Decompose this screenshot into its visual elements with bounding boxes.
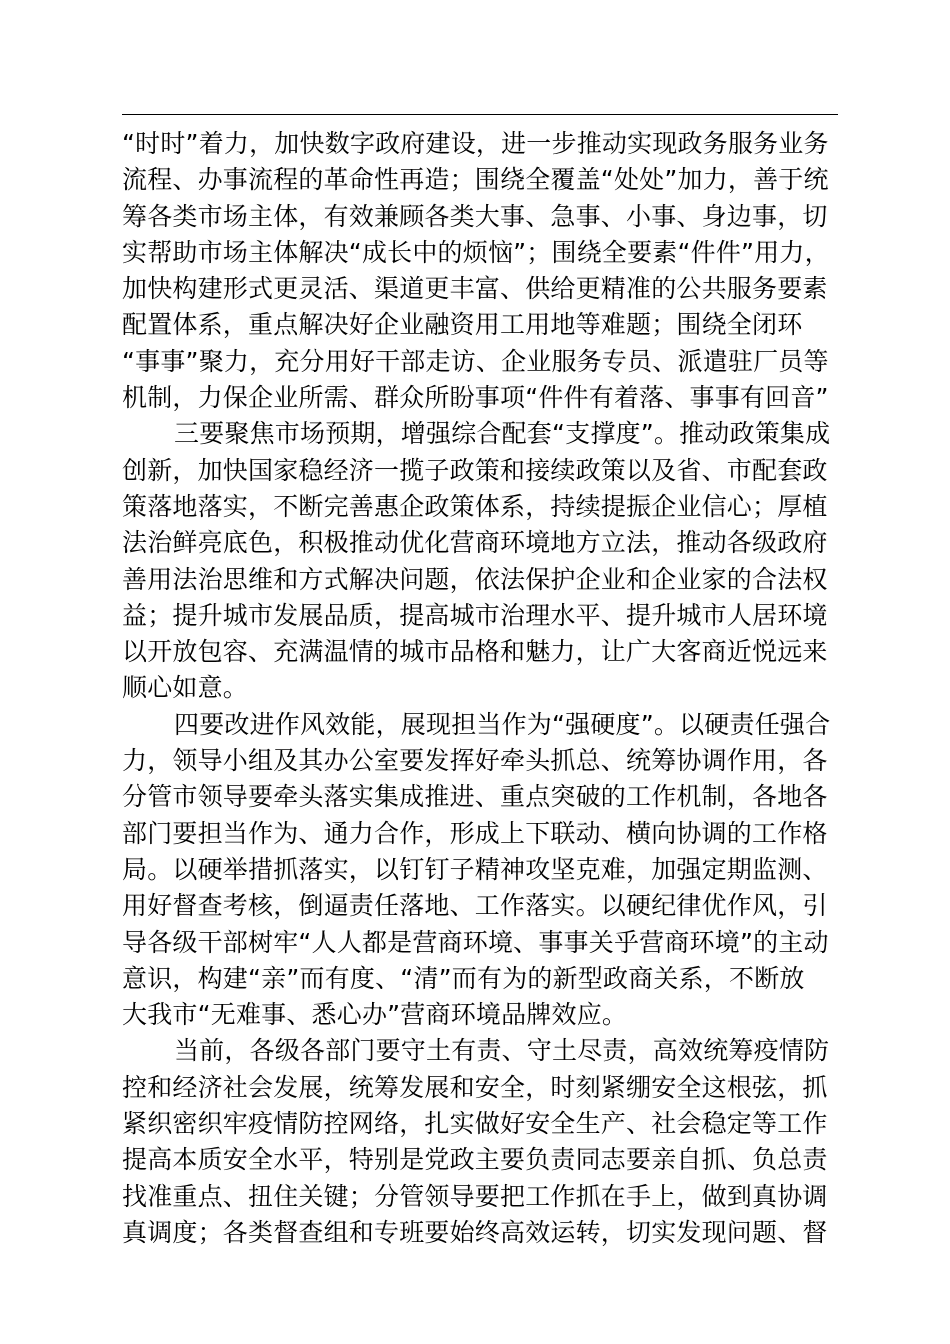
paragraph-start-line: 三要聚焦市场预期，增强综合配套“支撑度”。推动政策集成 xyxy=(174,419,831,449)
text-line: 顺心如意。 xyxy=(122,673,249,703)
text-line: “时时”着力，加快数字政府建设，进一步推动实现政务服务业务 xyxy=(122,129,829,158)
text-line: 加快构建形式更灵活、渠道更丰富、供给更精准的公共服务要素 xyxy=(122,274,828,304)
body-text xyxy=(122,126,838,1251)
text-line: 筹各类市场主体，有效兼顾各类大事、急事、小事、身边事，切 xyxy=(122,201,828,231)
text-line: 意识，构建“亲”而有度、“清”而有为的新型政商关系，不断放 xyxy=(122,963,805,993)
text-line: 策落地落实，不断完善惠企政策体系，持续提振企业信心；厚植 xyxy=(122,491,828,521)
text-line: 实帮助市场主体解决“成长中的烦恼”；围绕全要素“件件”用力， xyxy=(122,237,830,267)
text-line: 力，领导小组及其办公室要发挥好牵头抓总、统筹协调作用，各 xyxy=(122,746,828,776)
text-line: 导各级干部树牢“人人都是营商环境、事事关乎营商环境”的主动 xyxy=(122,927,829,957)
text-line: 提高本质安全水平，特别是党政主要负责同志要亲自抓、负总责 xyxy=(122,1145,828,1175)
text-line: 大我市“无难事、悉心办”营商环境品牌效应。 xyxy=(122,1000,628,1030)
text-line: 真调度；各类督查组和专班要始终高效运转，切实发现问题、督 xyxy=(122,1217,828,1247)
text-line: 紧织密织牢疫情防控网络，扎实做好安全生产、社会稳定等工作 xyxy=(122,1109,828,1139)
text-line: 配置体系，重点解决好企业融资用工用地等难题；围绕全闭环 xyxy=(122,310,803,340)
text-line: 机制，力保企业所需、群众所盼事项“件件有着落、事事有回音” xyxy=(122,383,829,413)
text-line: 部门要担当作为、通力合作，形成上下联动、横向协调的工作格 xyxy=(122,818,828,848)
text-line: “事事”聚力，充分用好干部走访、企业服务专员、派遣驻厂员等 xyxy=(122,346,829,376)
text-line: 控和经济社会发展，统筹发展和安全，时刻紧绷安全这根弦，抓 xyxy=(122,1072,828,1102)
paragraph-start-line: 四要改进作风效能，展现担当作为“强硬度”。以硬责任强合 xyxy=(174,709,831,739)
text-line: 以开放包容、充满温情的城市品格和魅力，让广大客商近悦远来 xyxy=(122,637,828,667)
text-line: 法治鲜亮底色，积极推动优化营商环境地方立法，推动各级政府 xyxy=(122,528,828,558)
header-rule xyxy=(122,114,838,115)
text-line: 找准重点、扭住关键；分管领导要把工作抓在手上，做到真协调 xyxy=(122,1181,828,1211)
text-line: 创新，加快国家稳经济一揽子政策和接续政策以及省、市配套政 xyxy=(122,455,828,485)
text-line: 益；提升城市发展品质，提高城市治理水平、提升城市人居环境 xyxy=(122,600,828,630)
text-line: 流程、办事流程的革命性再造；围绕全覆盖“处处”加力，善于统 xyxy=(122,165,829,195)
paragraph-start-line: 当前，各级各部门要守土有责、守土尽责，高效统筹疫情防 xyxy=(174,1036,830,1066)
text-line: 局。以硬举措抓落实，以钉钉子精神攻坚克难，加强定期监测、 xyxy=(122,854,828,884)
text-line: 分管市领导要牵头落实集成推进、重点突破的工作机制，各地各 xyxy=(122,782,828,812)
text-line: 善用法治思维和方式解决问题，依法保护企业和企业家的合法权 xyxy=(122,564,828,594)
text-line: 用好督查考核，倒逼责任落地、工作落实。以硬纪律优作风，引 xyxy=(122,891,828,921)
